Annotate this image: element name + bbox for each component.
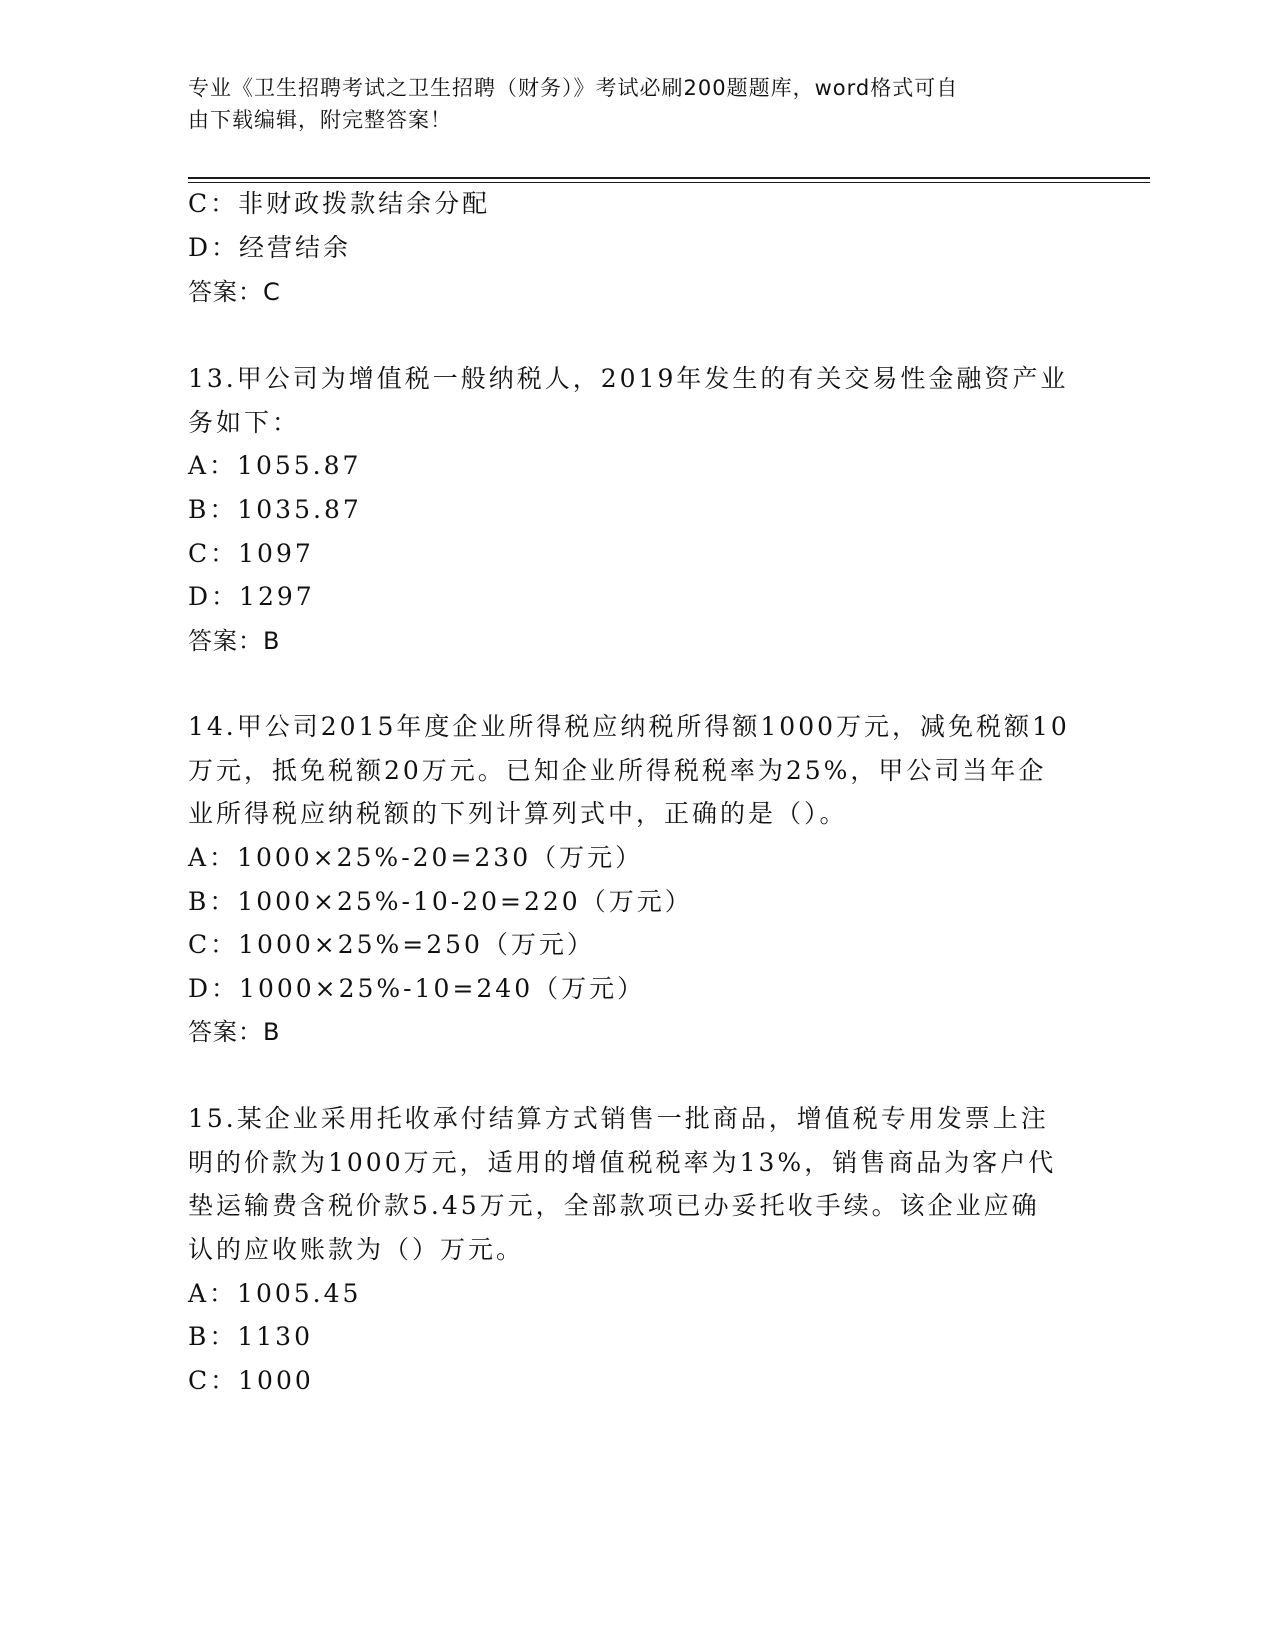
header-line-1: 专业《卫生招聘考试之卫生招聘（财务）》考试必刷200题题库，word格式可自 bbox=[188, 76, 959, 100]
q13-stem-line-1: 13.甲公司为增值税一般纳税人，2019年发生的有关交易性金融资产业 bbox=[188, 364, 1069, 393]
q13-option-b: B：1035.87 bbox=[188, 495, 362, 524]
header-divider-thick bbox=[188, 177, 1150, 179]
q13-option-a: A：1055.87 bbox=[188, 451, 362, 480]
q15-option-b: B：1130 bbox=[188, 1322, 313, 1351]
q13-answer: 答案：B bbox=[188, 627, 281, 655]
q12-answer: 答案：C bbox=[188, 278, 281, 306]
q14-stem-line-3: 业所得税应纳税额的下列计算列式中，正确的是（）。 bbox=[188, 799, 848, 828]
q12-option-c: C：非财政拨款结余分配 bbox=[188, 189, 491, 218]
q14-option-d: D：1000×25%-10=240（万元） bbox=[188, 974, 646, 1003]
q15-option-c: C：1000 bbox=[188, 1366, 314, 1395]
q14-option-a: A：1000×25%-20=230（万元） bbox=[188, 843, 644, 872]
q15-stem-line-2: 明的价款为1000万元，适用的增值税税率为13%，销售商品为客户代 bbox=[188, 1148, 1057, 1177]
q12-option-d: D：经营结余 bbox=[188, 233, 352, 262]
q14-option-c: C：1000×25%=250（万元） bbox=[188, 930, 595, 959]
header-divider-thin bbox=[188, 182, 1150, 183]
q15-stem-line-4: 认的应收账款为（）万元。 bbox=[188, 1235, 525, 1264]
document-header bbox=[188, 72, 1068, 136]
q14-stem-line-1: 14.甲公司2015年度企业所得税应纳税所得额1000万元，减免税额10 bbox=[188, 712, 1070, 741]
q13-stem-line-2: 务如下： bbox=[188, 408, 301, 437]
q14-stem-line-2: 万元，抵免税额20万元。已知企业所得税税率为25%，甲公司当年企 bbox=[188, 756, 1047, 785]
q15-stem-line-1: 15.某企业采用托收承付结算方式销售一批商品，增值税专用发票上注 bbox=[188, 1104, 1049, 1133]
q13-option-c: C：1097 bbox=[188, 539, 314, 568]
q14-option-b: B：1000×25%-10-20=220（万元） bbox=[188, 887, 693, 916]
header-line-2: 由下载编辑，附完整答案！ bbox=[188, 108, 452, 132]
q15-stem-line-3: 垫运输费含税价款5.45万元，全部款项已办妥托收手续。该企业应确 bbox=[188, 1191, 1040, 1220]
q15-option-a: A：1005.45 bbox=[188, 1279, 362, 1308]
q14-answer: 答案：B bbox=[188, 1018, 281, 1046]
q13-option-d: D：1297 bbox=[188, 582, 315, 611]
